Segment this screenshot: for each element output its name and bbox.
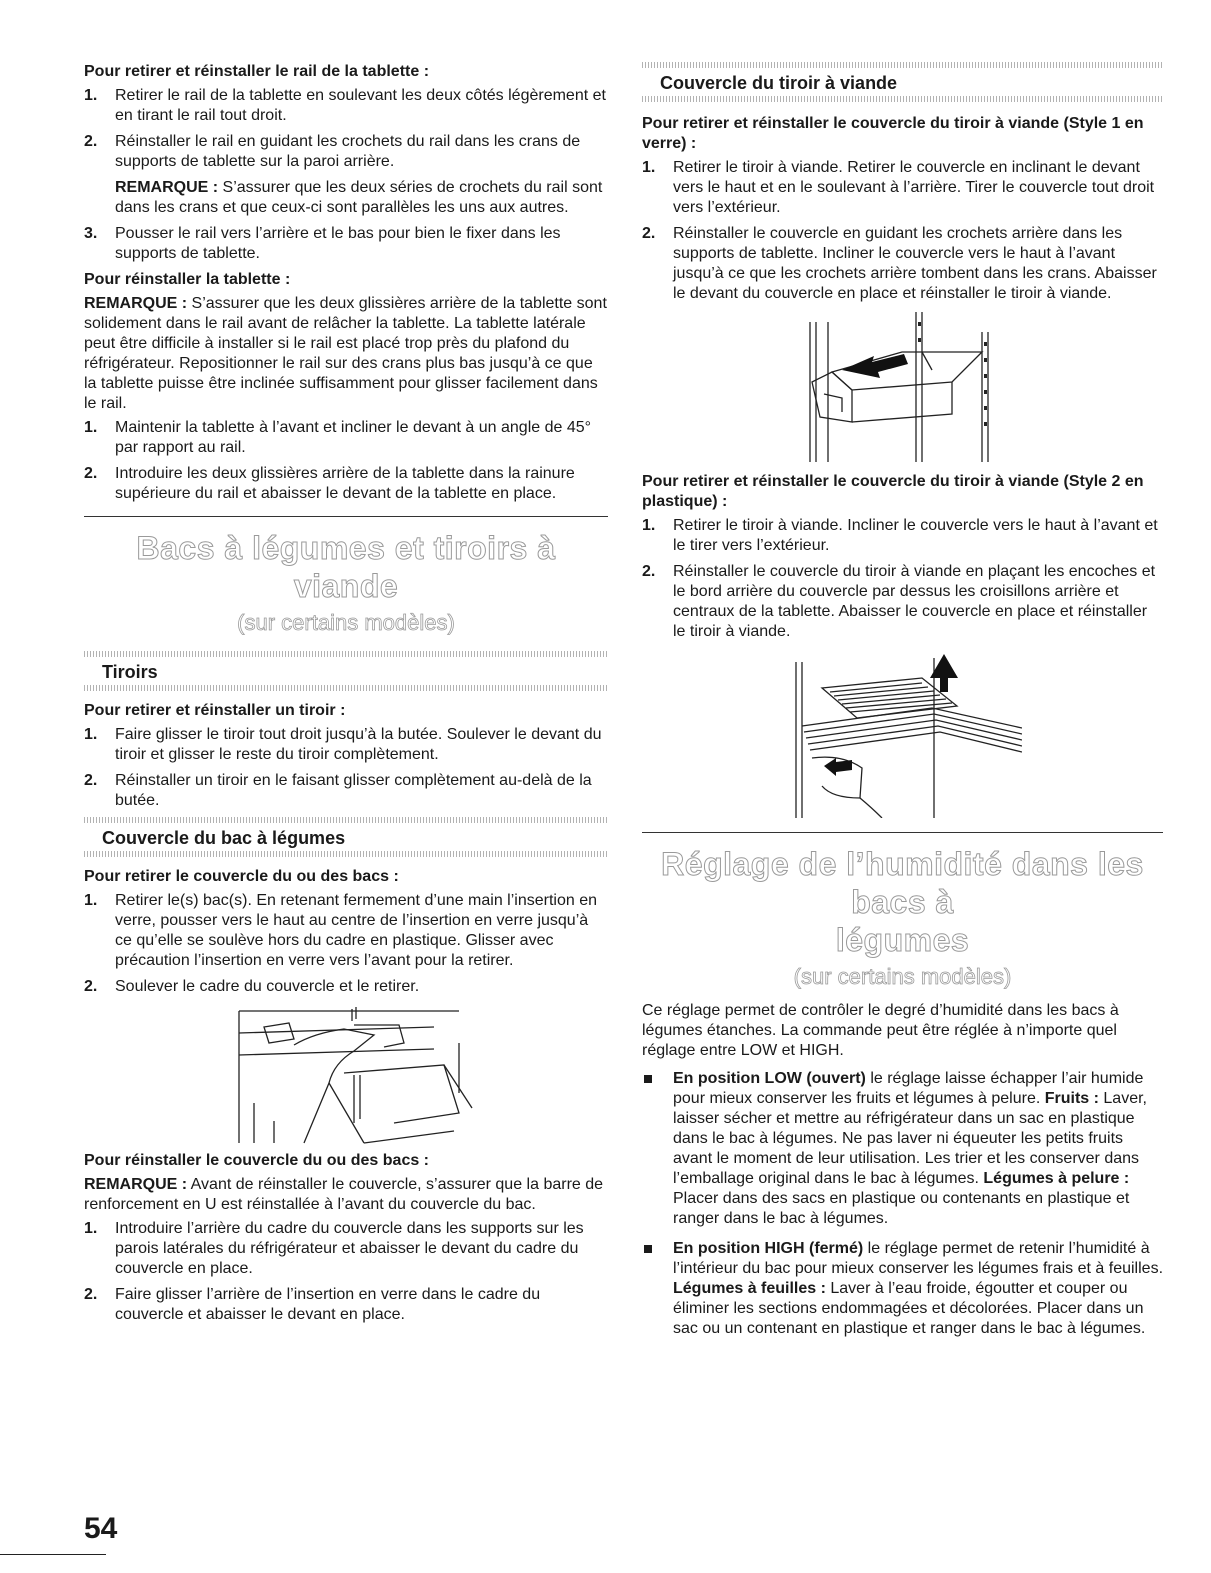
list-item: 2. Introduire les deux glissières arrière de la tablette dans la rainure supérieure du rail et abaisser le devant de la tablette en place. (84, 465, 575, 502)
list-item: 2. Soulever le cadre du couvercle et le retirer. (84, 978, 420, 995)
humidity-title-line-2: légumes (835, 922, 970, 958)
dotted-rule (84, 851, 608, 857)
list-item: 1. Retirer le rail de la tablette en soulevant les deux côtés légèrement et en tirant le rail tout droit. (84, 87, 606, 124)
list-item: 2. Réinstaller le couvercle du tiroir à viande en plaçant les encoches et le bord arrière du couvercle par dessus les croisillons arrière et centraux de la tablette. Abaisser le couvercle en place et réinstaller le tiroir à viande. (642, 563, 1156, 640)
list-item: 3. Pousser le rail vers l’arrière et le bas pour bien le fixer dans les supports de tablette. (84, 225, 561, 262)
drawer-steps (84, 725, 608, 811)
humidity-subtitle: (sur certains modèles) (793, 964, 1012, 989)
right-column (642, 62, 1163, 1349)
style1-heading: Pour retirer et réinstaller le couvercle du tiroir à viande (Style 1 en verre) : (642, 115, 1144, 152)
list-item: 1. Retirer le tiroir à viande. Retirer le couvercle en inclinant le devant vers le haut et en le soulevant à l’arrière. Tirer le couvercle tout droit vers l’extérieur. (642, 159, 1155, 216)
humidity-options (642, 1069, 1163, 1339)
section-divider (642, 832, 1163, 833)
meat-drawer-glass-illustration (792, 312, 1012, 462)
list-item: 1. Introduire l’arrière du cadre du couvercle dans les supports sur les parois latérales du réfrigérateur et abaisser le devant du cadre du couvercle en place. (84, 1220, 584, 1277)
list-item: 2. Faire glisser l’arrière de l’insertion en verre dans le cadre du couvercle et abaisser le devant en place. (84, 1286, 541, 1323)
list-item: 1. Maintenir la tablette à l’avant et incliner le devant à un angle de 45° par rapport au rail. (84, 419, 592, 456)
dotted-rule (84, 651, 608, 657)
shelf-steps (84, 418, 608, 504)
list-item: 2. Réinstaller un tiroir en le faisant glisser complètement au-delà de la butée. (84, 772, 592, 809)
section-divider (84, 516, 608, 517)
rail-steps (84, 86, 608, 264)
page-number: 54 (84, 1512, 118, 1545)
dotted-rule (84, 817, 608, 823)
section-subtitle: (sur certains modèles) (237, 610, 455, 635)
cover-reinstall-steps (84, 1219, 608, 1325)
list-item: 2. Réinstaller le couvercle en guidant les crochets arrière dans les supports de tablette. Incliner le couvercle vers le haut à l’avant jusqu’à ce que les crochets arrière tombent dans les crans. Abaisser le devant du couvercle en place et réinstaller le tiroir à viande. (642, 225, 1157, 302)
cover-reinstall-note: REMARQUE : Avant de réinstaller le couvercle, s’assurer que la barre de renforcement en U est réinstallée à l’avant du couvercle du bac. (84, 1176, 604, 1213)
list-item: 1. Retirer le tiroir à viande. Incliner le couvercle vers le haut à l’avant et le tirer vers l’extérieur. (642, 517, 1158, 554)
dotted-rule (642, 96, 1163, 102)
rail-heading: Pour retirer et réinstaller le rail de la tablette : (84, 63, 430, 80)
crisper-cover-illustration (234, 1003, 474, 1145)
style2-heading: Pour retirer et réinstaller le couvercle du tiroir à viande (Style 2 en plastique) : (642, 473, 1144, 510)
cover-reinstall-heading: Pour réinstaller le couvercle du ou des bacs : (84, 1152, 430, 1169)
crisper-cover-title: Couvercle du bac à légumes (102, 828, 346, 848)
humidity-title-line-1: Réglage de l’humidité dans les bacs à (661, 846, 1144, 920)
shelf-heading: Pour réinstaller la tablette : (84, 271, 291, 288)
high-setting-item: En position HIGH (fermé) le réglage permet de retenir l’humidité à l’intérieur du bac pour mieux conserver les légumes frais et à feuilles. Légumes à feuilles : Laver à l’eau froide, égoutter et couper ou éliminer les sections endommagées et décolorées. Placer dans un sac ou un contenant en plastique et ranger dans le bac à légumes. (642, 1239, 1163, 1339)
style2-steps (642, 516, 1163, 642)
low-setting-item: En position LOW (ouvert) le réglage laisse échapper l’air humide pour mieux conserver les fruits et légumes à pelure. Fruits : Laver, laisser sécher et mettre au réfrigérateur dans un sac en plastique dans le bac à légumes. Ne pas laver ni équeuter les petits fruits avant le moment de leur utilisation. Les trier et les conserver dans l’emballage original dans le bac à légumes. Légumes à pelure : Placer dans des sacs en plastique ou contenants en plastique et ranger dans le bac à légumes. (642, 1069, 1163, 1229)
humidity-intro: Ce réglage permet de contrôler le degré d’humidité dans les bacs à légumes étanches. La commande peut être réglée à n’importe quel réglage entre LOW et HIGH. (642, 1002, 1119, 1059)
cover-remove-heading: Pour retirer le couvercle du ou des bacs : (84, 868, 399, 885)
shelf-note: REMARQUE : S’assurer que les deux glissières arrière de la tablette sont solidement dans le rail avant de relâcher la tablette. La tablette latérale peut être difficile à installer si le rail est placé trop près du plafond du réfrigérateur. Repositionner le rail sur des crans plus bas jusqu’à ce que la tablette puisse être inclinée suffisamment pour glisser facilement dans le rail. (84, 295, 607, 412)
rail-note: REMARQUE : S’assurer que les deux séries de crochets du rail sont dans les crans et que ceux-ci sont parallèles les uns aux autres. (115, 179, 603, 216)
drawer-heading: Pour retirer et réinstaller un tiroir : (84, 702, 346, 719)
list-item: 1. Faire glisser le tiroir tout droit jusqu’à la butée. Soulever le devant du tiroir et glisser le reste du tiroir complètement. (84, 726, 602, 763)
dotted-rule (642, 62, 1163, 68)
list-item: 1. Retirer le(s) bac(s). En retenant fermement d’une main l’insertion en verre, pousser vers le haut au centre de l’insertion en verre jusqu’à ce qu’elle se soulève hors du cadre en plastique. Glisser avec précaution l’insertion en verre vers l’avant pour la retirer. (84, 892, 597, 969)
meat-cover-title: Couvercle du tiroir à viande (660, 73, 898, 93)
style1-steps (642, 158, 1163, 304)
meat-drawer-plastic-illustration (782, 648, 1022, 818)
section-title: Bacs à légumes et tiroirs à viande (136, 530, 556, 604)
list-item: 2. Réinstaller le rail en guidant les crochets du rail dans les crans de supports de tablette sur la paroi arrière. REMARQUE : S’assurer que les deux séries de crochets du rail sont dans les crans et que ceux-ci sont parallèles les uns aux autres. (84, 132, 608, 218)
footer-rule (0, 1554, 106, 1555)
left-column (84, 62, 608, 1331)
dotted-rule (84, 685, 608, 691)
drawers-title: Tiroirs (102, 662, 158, 682)
cover-remove-steps (84, 891, 608, 997)
